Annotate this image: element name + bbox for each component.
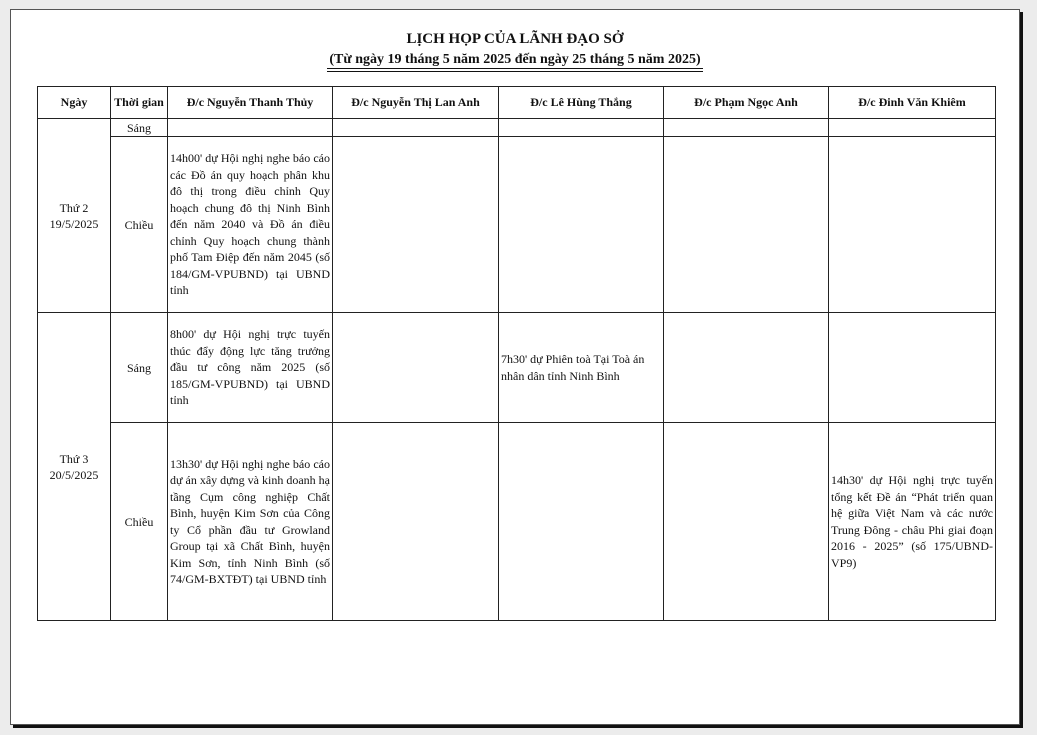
date-range: (Từ ngày 19 tháng 5 năm 2025 đến ngày 25 tháng 5 năm 2025) xyxy=(329,52,701,67)
document-subtitle xyxy=(11,51,1019,69)
schedule-cell xyxy=(333,119,499,137)
schedule-cell: 13h30' dự Hội nghị nghe báo cáo dự án xây dựng và kinh doanh hạ tầng Cụm công nghiệp Chất Bình, huyện Kim Sơn của Công ty Cổ phần đầu tư Growland Group tại xã Chất Bình, huyện Kim Sơn, tỉnh Ninh Bình (số 74/GM-BXTĐT) tại UBND tỉnh xyxy=(168,423,333,621)
schedule-cell xyxy=(664,313,829,423)
schedule-cell xyxy=(664,119,829,137)
schedule-cell xyxy=(168,119,333,137)
header-person-2: Đ/c Nguyễn Thị Lan Anh xyxy=(333,87,499,119)
document-page xyxy=(10,9,1020,725)
document-title: LỊCH HỌP CỦA LÃNH ĐẠO SỞ xyxy=(406,31,624,47)
schedule-cell: 7h30' dự Phiên toà Tại Toà án nhân dân tỉnh Ninh Bình xyxy=(499,313,664,423)
day-date: 20/5/2025 xyxy=(49,467,99,482)
table-row xyxy=(38,423,996,621)
schedule-cell xyxy=(829,137,996,313)
day-date: 19/5/2025 xyxy=(49,216,99,231)
schedule-cell xyxy=(333,423,499,621)
table-row xyxy=(38,313,996,423)
schedule-cell xyxy=(664,137,829,313)
header-person-4: Đ/c Phạm Ngọc Anh xyxy=(664,87,829,119)
day-cell xyxy=(38,119,111,313)
session-cell: Sáng xyxy=(111,313,168,423)
schedule-table xyxy=(37,86,996,621)
day-label: Thứ 3 xyxy=(59,451,89,466)
schedule-cell xyxy=(499,119,664,137)
table-row xyxy=(38,119,996,137)
schedule-cell: 8h00' dự Hội nghị trực tuyến thúc đẩy động lực tăng trưởng đầu tư công năm 2025 (số 185/GM-VPUBND) tại UBND tỉnh xyxy=(168,313,333,423)
header-person-1: Đ/c Nguyễn Thanh Thủy xyxy=(168,87,333,119)
day-label: Thứ 2 xyxy=(59,200,89,215)
session-cell: Sáng xyxy=(111,119,168,137)
table-row xyxy=(38,137,996,313)
schedule-cell xyxy=(333,313,499,423)
schedule-cell xyxy=(499,137,664,313)
schedule-cell xyxy=(499,423,664,621)
schedule-cell xyxy=(333,137,499,313)
header-row xyxy=(38,87,996,119)
header-person-5: Đ/c Đinh Văn Khiêm xyxy=(829,87,996,119)
header-person-3: Đ/c Lê Hùng Thắng xyxy=(499,87,664,119)
session-cell: Chiều xyxy=(111,137,168,313)
schedule-cell xyxy=(829,119,996,137)
schedule-cell: 14h30' dự Hội nghị trực tuyến tổng kết Đề án “Phát triển quan hệ giữa Việt Nam và các nước Trung Đông - châu Phi giai đoạn 2016 - 2025” (số 175/UBND-VP9) xyxy=(829,423,996,621)
schedule-cell xyxy=(664,423,829,621)
header-day: Ngày xyxy=(38,87,111,119)
schedule-cell: 14h00' dự Hội nghị nghe báo cáo các Đồ án quy hoạch phân khu đô thị trong điều chỉnh Quy hoạch chung đô thị Ninh Bình đến năm 2040 và Đồ án điều chỉnh Quy hoạch chung thành phố Tam Điệp đến năm 2045 (số 184/GM-VPUBND) tại UBND tỉnh xyxy=(168,137,333,313)
session-cell: Chiều xyxy=(111,423,168,621)
day-cell xyxy=(38,313,111,621)
header-time: Thời gian xyxy=(111,87,168,119)
schedule-cell xyxy=(829,313,996,423)
